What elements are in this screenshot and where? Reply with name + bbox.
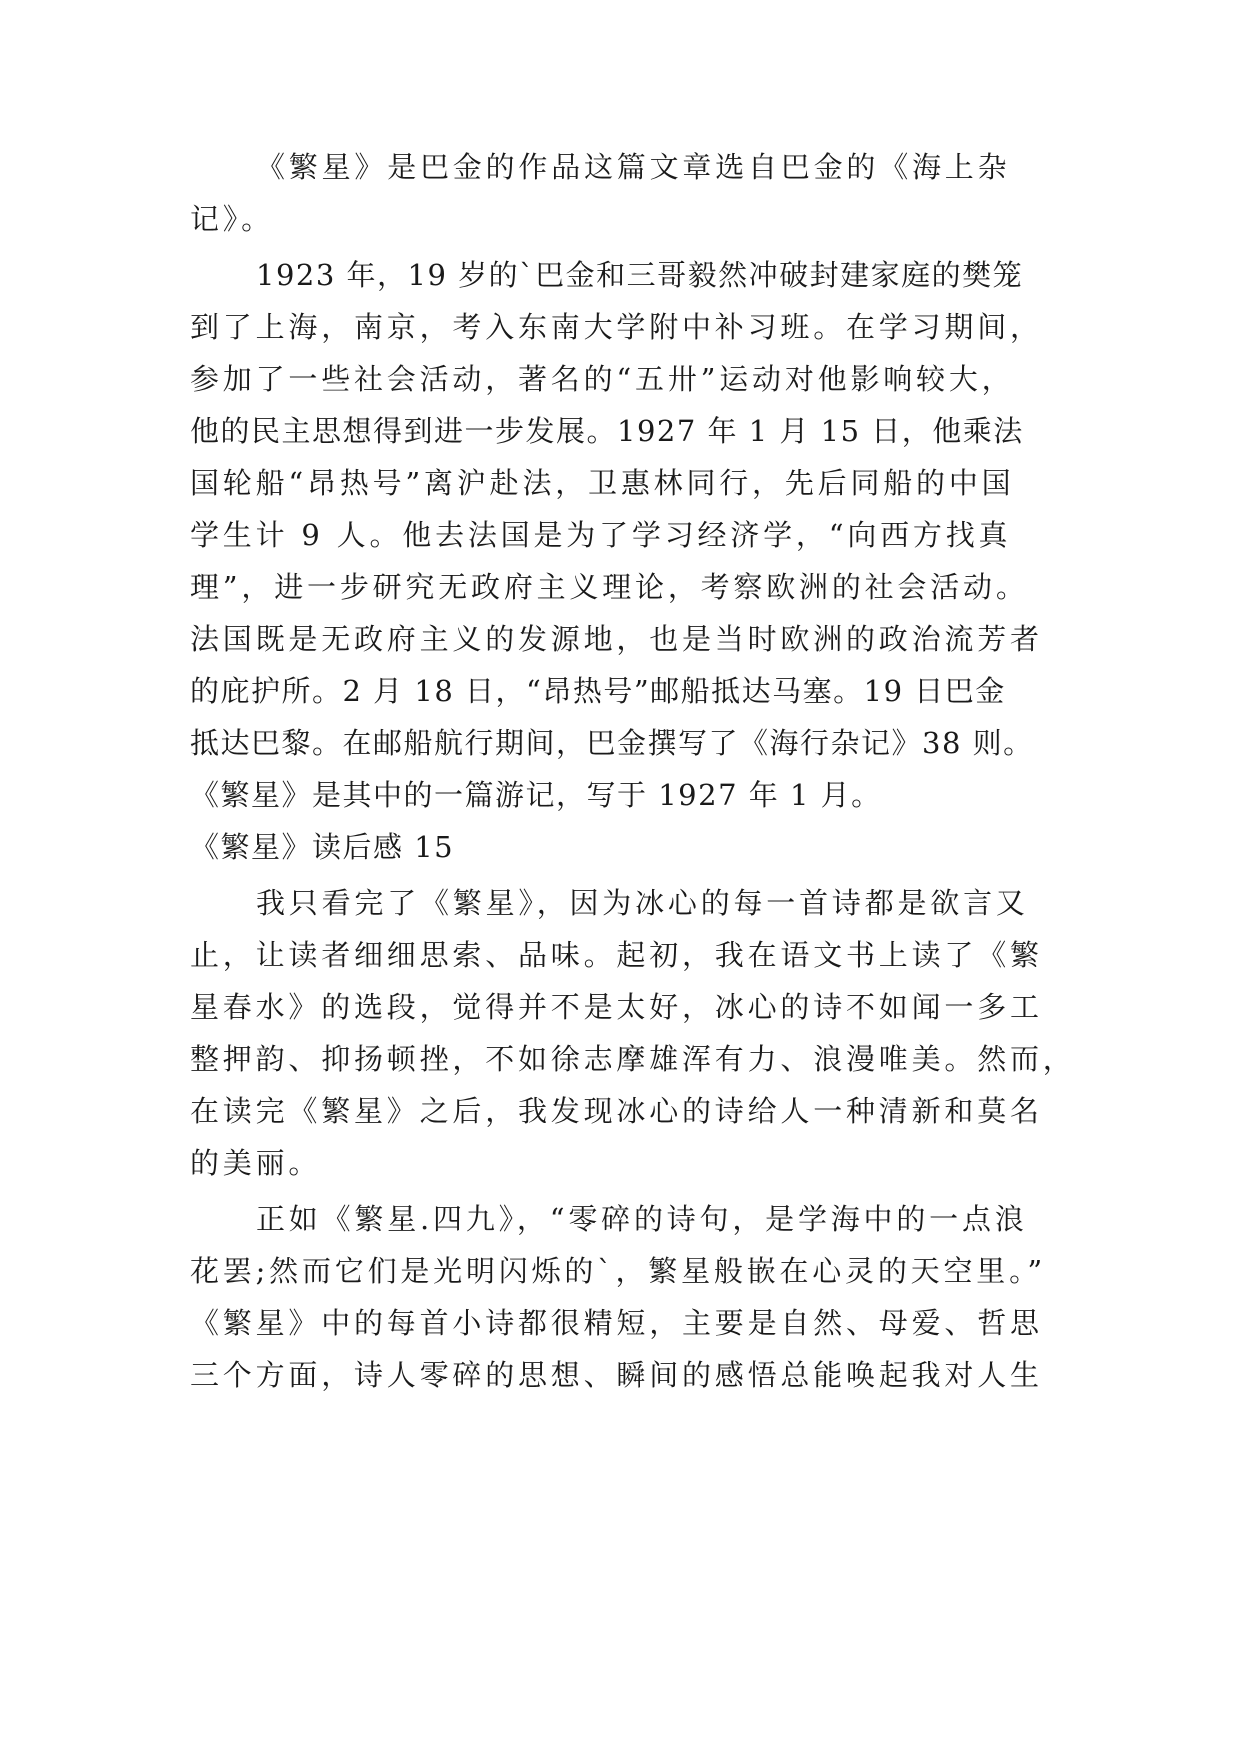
paragraph-line: 花罢;然而它们是光明闪烁的`，繁星般嵌在心灵的天空里。” [190,1254,1046,1288]
paragraph-line: 理”，进一步研究无政府主义理论，考察欧洲的社会活动。 [190,570,1029,604]
paragraph-line: 记》。 [190,202,274,236]
paragraph-line: 在读完《繁星》之后，我发现冰心的诗给人一种清新和莫名 [190,1094,1043,1128]
paragraph-line: 三个方面，诗人零碎的思想、瞬间的感悟总能唤起我对人生 [190,1358,1043,1392]
paragraph-line: 我只看完了《繁星》，因为冰心的每一首诗都是欲言又 [256,886,1029,920]
paragraph-line: 正如《繁星.四九》，“零碎的诗句，是学海中的一点浪 [256,1202,1028,1236]
paragraph-line: 学生计 9 人。他去法国是为了学习经济学，“向西方找真 [190,518,1012,552]
paragraph-line: 星春水》的选段，觉得并不是太好，冰心的诗不如闻一多工 [190,990,1043,1024]
paragraph-line: 法国既是无政府主义的发源地，也是当时欧洲的政治流芳者 [190,622,1043,656]
paragraph-line: 的美丽。 [190,1146,322,1180]
paragraph-line: 他的民主思想得到进一步发展。1927 年 1 月 15 日，他乘法 [190,414,1024,448]
paragraph-line: 参加了一些社会活动，著名的“五卅”运动对他影响较大， [190,362,1015,396]
paragraph-line: 《繁星》中的每首小诗都很精短，主要是自然、母爱、哲思 [190,1306,1043,1340]
paragraph-line: 国轮船“昂热号”离沪赴法，卫惠林同行，先后同船的中国 [190,466,1015,500]
paragraph-line: 《繁星》是其中的一篇游记，写于 1927 年 1 月。 [190,778,882,812]
paragraph-line: 到了上海，南京，考入东南大学附中补习班。在学习期间， [190,310,1043,344]
paragraph-line: 抵达巴黎。在邮船航行期间，巴金撰写了《海行杂记》38 则。 [190,726,1034,760]
paragraph-line: 1923 年，19 岁的`巴金和三哥毅然冲破封建家庭的樊笼 [256,258,1024,292]
paragraph-line: 整押韵、抑扬顿挫，不如徐志摩雄浑有力、浪漫唯美。然而， [190,1042,1076,1076]
section-heading: 《繁星》读后感 15 [190,830,455,864]
paragraph-line: 止，让读者细细思索、品味。起初，我在语文书上读了《繁 [190,938,1043,972]
paragraph-line: 的庇护所。2 月 18 日，“昂热号”邮船抵达马塞。19 日巴金 [190,674,1006,708]
paragraph-line: 《繁星》是巴金的作品这篇文章选自巴金的《海上杂 [256,150,1011,184]
